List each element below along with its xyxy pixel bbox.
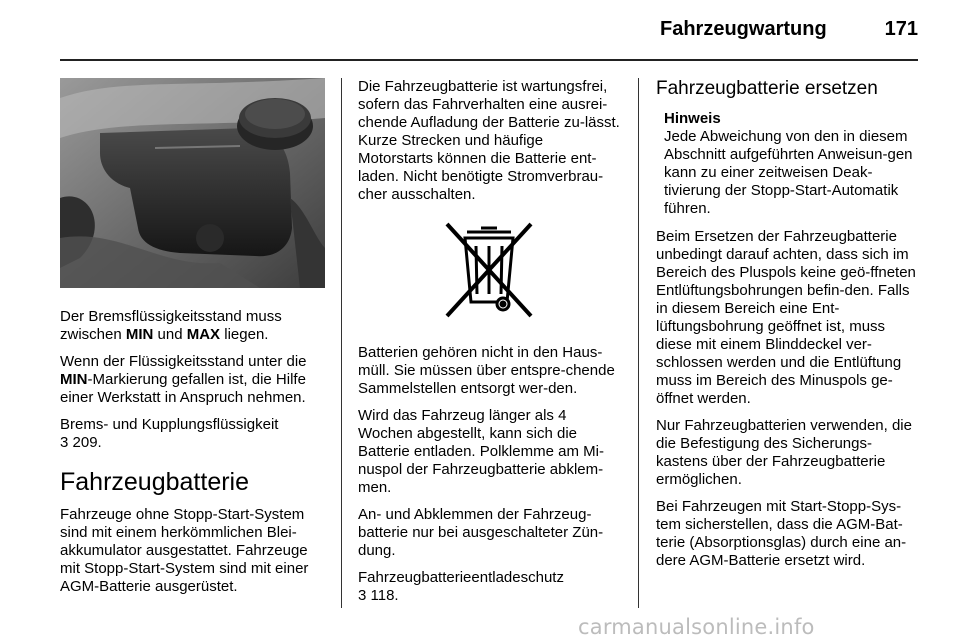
- note-text: Jede Abweichung von den in diesem Abschnitt aufgeführten Anweisun-gen kann zu einer zeitweisen Deak-tivierung der Stopp-Start-Automatik führen.: [664, 128, 913, 217]
- column-1: [60, 78, 325, 605]
- paragraph-low-level: [60, 353, 325, 407]
- paragraph-ignition: An- und Abklemmen der Fahrzeug-batterie nur bei ausgeschalteter Zün-dung.: [358, 506, 604, 559]
- paragraph-fusebox: Nur Fahrzeugbatterien verwenden, die die Befestigung des Sicherungs-kastens über der Fahrzeugbatterie ermöglichen.: [656, 417, 912, 488]
- brake-fluid-reservoir-photo: [60, 78, 325, 288]
- note-title: Hinweis: [664, 110, 721, 127]
- text: liegen.: [220, 326, 269, 343]
- header-rule: [60, 59, 918, 61]
- text: -Markierung gefallen ist, die Hilfe einer Werkstatt in Anspruch nehmen.: [60, 371, 306, 406]
- page-header: [660, 18, 918, 41]
- text: Wenn der Flüssigkeitsstand unter die: [60, 353, 307, 370]
- paragraph-disposal: Batterien gehören nicht in den Haus-müll. Sie müssen über entspre-chende Sammelstellen entsorgt wer-den.: [358, 344, 615, 397]
- text: und: [153, 326, 187, 343]
- paragraph-vent-holes: Beim Ersetzen der Fahrzeugbatterie unbedingt darauf achten, dass sich im Bereich des Pluspols keine geö-ffneten Entlüftungsbohrungen befin-den. Falls in diesem Bereich eine Ent-lüftungsbohrung geöffnet ist, muss diese mit einem Blinddeckel ver-schlossen werden und die Entlüftung muss im Bereich des Minuspols ge-öffnet werden.: [656, 228, 916, 407]
- paragraph-brake-level: [60, 308, 325, 344]
- text: Der Bremsflüssigkeitsstand muss zwischen: [60, 308, 282, 343]
- max-label: MAX: [186, 326, 221, 343]
- column-3: [656, 78, 922, 579]
- paragraph-agm: Bei Fahrzeugen mit Start-Stopp-Sys-tem sicherstellen, dass die AGM-Bat-terie (Absorptionsglas) durch eine an-dere AGM-Batterie ersetzt wird.: [656, 498, 907, 569]
- paragraph-maintenance-free: Die Fahrzeugbatterie ist wartungsfrei, sofern das Fahrverhalten eine ausrei-chende Aufladung der Batterie zu-lässt. Kurze Strecken und häufige Motorstarts können die Batterie ent-laden. Nicht benötigte Stromverbrau-cher ausschalten.: [358, 78, 620, 203]
- section-title: Fahrzeugwartung: [660, 18, 827, 40]
- paragraph-battery-types: Fahrzeuge ohne Stopp-Start-System sind mit einem herkömmlichen Blei-akkumulator ausgestattet. Fahrzeuge mit Stopp-Start-System sind mit einer AGM-Batterie ausgerüstet.: [60, 506, 309, 595]
- paragraph-discharge-protection: [358, 569, 620, 605]
- page-number: 171: [884, 18, 918, 40]
- text: Fahrzeugbatterieentladeschutz: [358, 569, 564, 586]
- min-label: MIN: [125, 326, 154, 343]
- crossed-out-wheelie-bin-icon: [358, 218, 620, 322]
- paragraph-storage: Wird das Fahrzeug länger als 4 Wochen abgestellt, kann sich die Batterie entladen. Polklemme am Mi-nuspol der Fahrzeugbatterie abklem-men.: [358, 407, 604, 496]
- section-heading: Fahrzeugbatterie: [60, 468, 250, 496]
- paragraph-fluid-reference: [60, 416, 325, 452]
- column-divider-2: [638, 78, 639, 608]
- section-heading: Fahrzeugbatterie ersetzen: [656, 78, 878, 99]
- column-divider-1: [341, 78, 342, 608]
- note-box: [656, 110, 922, 218]
- page-reference-link[interactable]: 3 118.: [358, 587, 399, 604]
- min-label: MIN: [60, 371, 88, 388]
- page-reference-link[interactable]: 3 209.: [60, 434, 102, 451]
- text: Brems- und Kupplungsflüssigkeit: [60, 416, 279, 433]
- column-2: [358, 78, 620, 614]
- watermark: carmanualsonline.info: [578, 615, 815, 639]
